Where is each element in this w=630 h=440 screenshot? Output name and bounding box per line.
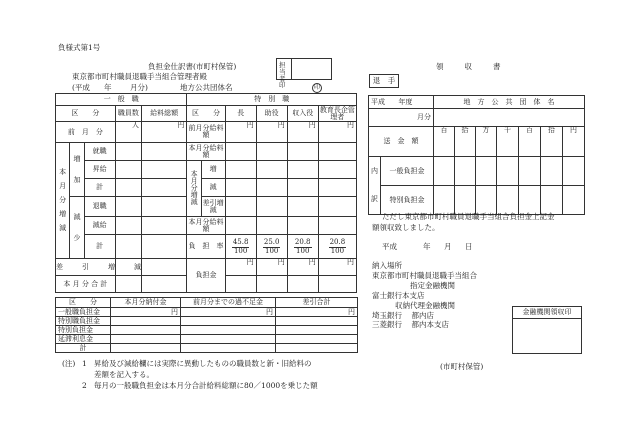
receipt-month: 月分 xyxy=(369,109,434,127)
rate-label: 負 担 率 xyxy=(187,235,225,259)
receipt-text-2: 額領収致しました。 xyxy=(372,223,440,232)
designated-bank-label: 指定金融機関 xyxy=(410,281,455,290)
fee-mayor: 円 xyxy=(225,259,256,276)
row-retire: 退職 xyxy=(84,197,115,217)
futankin-label: 負担金 xyxy=(187,259,225,293)
payee-label: 納入場所 xyxy=(372,261,402,270)
row-up-total: 計 xyxy=(84,179,115,197)
bottom-row-sum: 計 xyxy=(56,344,111,353)
note1-text: 昇給及び減給欄には実際に異動したものの職員数と新・旧給料の xyxy=(94,359,312,368)
education-prev: 円 xyxy=(318,122,356,143)
special-decrease: 減 xyxy=(201,179,225,197)
bottom-row-interest: 延滞利息金 xyxy=(56,335,111,344)
zouka-vertical: 増 加 xyxy=(70,143,84,197)
row-total: 本 月 分 合 計 xyxy=(56,276,116,293)
digit-sen: 千 xyxy=(497,127,519,157)
receipt-text-1: ただし東京都市町村職員退職手当組合負担金上記金 xyxy=(382,212,555,221)
special-fee-label: 特別負担金 xyxy=(381,186,434,215)
general-header: 一 般 職 xyxy=(56,94,187,106)
receipt-date-year: 年 xyxy=(423,242,431,251)
row-hire: 就職 xyxy=(84,143,115,161)
salary-prev-cell: 円 xyxy=(141,122,186,143)
honmonth-vertical: 本 月 分 増 減 xyxy=(56,143,70,259)
rate-education: $\frac{20.8}{100}$ xyxy=(318,235,356,259)
deputy-prev: 円 xyxy=(256,122,287,143)
receipt-nendo: 平成 年度 xyxy=(369,96,434,109)
col-deputy: 助役 xyxy=(256,106,287,122)
receipt-org-header: 地 方 公 共 団 体 名 xyxy=(434,96,585,109)
digit-juu-man: 拾 xyxy=(455,127,476,157)
digit-man: 万 xyxy=(476,127,497,157)
bottom-general-payment: 円 xyxy=(111,308,181,317)
receipt-date-heisei: 平成 xyxy=(382,242,397,251)
bottom-general-total: 円 xyxy=(276,308,358,317)
payment-summary-table xyxy=(55,297,358,353)
payee-name: 東京都市町村職員退職手当組合 xyxy=(372,271,477,280)
tantou-seal-box xyxy=(276,58,332,90)
bottom-col-prev: 前月分までの過不足金 xyxy=(181,298,276,308)
special-increase: 増 xyxy=(201,161,225,179)
receipt-date-month: 月 xyxy=(444,242,452,251)
special-this-salary: 本月分給料額 xyxy=(188,217,224,233)
note1-num: 1 xyxy=(82,359,87,368)
bottom-general-prev: 円 xyxy=(181,308,276,317)
special-header: 特 別 職 xyxy=(187,94,357,106)
col-treasurer: 収入役 xyxy=(287,106,318,122)
year-unit: 年 xyxy=(104,83,112,92)
row-down-total: 計 xyxy=(84,235,115,259)
special-sabiki: 差引増減 xyxy=(201,197,225,217)
receipt-org-name[interactable] xyxy=(434,109,585,127)
col-salary: 給料総額 xyxy=(141,106,186,122)
fee-education: 円 xyxy=(318,259,356,276)
row-sabiki: 差 引 増 減 xyxy=(56,259,116,276)
special-honmonth-vertical: 本 月 分 増 減 xyxy=(187,161,201,217)
digit-yen: 円 xyxy=(563,127,585,157)
taishu-box: 退 手 xyxy=(369,74,399,88)
row-raise: 昇給 xyxy=(84,161,115,179)
designated-bank: 富士銀行本支店 xyxy=(372,291,425,300)
receipt-date-day: 日 xyxy=(465,242,473,251)
bottom-row-general: 一般職負担金 xyxy=(56,308,111,317)
note1-text-cont: 差額を記入する。 xyxy=(94,370,154,379)
digit-hyaku: 百 xyxy=(519,127,541,157)
seal-mark: 印 xyxy=(313,84,320,91)
bottom-col-kubun: 区 分 xyxy=(56,298,111,308)
left-title: 負担金仕訳書(市町村保管) xyxy=(148,62,237,71)
agency-bank-label: 収納代理金融機関 xyxy=(395,301,455,310)
bottom-row-extra: 特別負担金 xyxy=(56,326,111,335)
general-fee-label: 一般負担金 xyxy=(381,157,434,186)
uchiwake-vertical: 内 訳 xyxy=(369,157,381,215)
fee-treasurer: 円 xyxy=(287,259,318,276)
mayor-prev: 円 xyxy=(225,122,256,143)
agency-bank-1: 埼玉銀行 都内店 xyxy=(372,311,435,320)
org-name-label: 地方公共団体名 xyxy=(180,83,233,92)
col-kubun: 区 分 xyxy=(56,106,116,122)
note-label: (注) xyxy=(62,359,76,368)
rate-deputy: $\frac{25.0}{100}$ xyxy=(256,235,287,259)
bottom-col-total: 差引合計 xyxy=(276,298,358,308)
burden-breakdown-table xyxy=(55,93,357,293)
genshou-vertical: 減 少 xyxy=(70,197,84,259)
rate-mayor: $\frac{45.8}{100}$ xyxy=(225,235,256,259)
special-prev-label: 前月分給料額 xyxy=(187,122,225,143)
addressee: 東京都市町村職員退職手当組合管理者殿 xyxy=(72,72,207,81)
receipt-footer: (市町村保管) xyxy=(440,362,484,371)
col-mayor: 長 xyxy=(225,106,256,122)
bank-stamp-label: 金融機関領収印 xyxy=(513,307,581,319)
digit-hyaku-man: 百 xyxy=(434,127,455,157)
row-prev-month: 前 月 分 xyxy=(56,122,116,143)
note2-num: 2 xyxy=(82,381,87,390)
bank-stamp-box xyxy=(512,306,582,354)
col-education: 教育長企管理者 xyxy=(319,105,355,121)
digit-juu: 拾 xyxy=(541,127,563,157)
form-number: 負様式第1号 xyxy=(58,43,101,52)
receipt-table xyxy=(368,95,585,215)
remit-amount-label: 送 金 額 xyxy=(369,127,434,157)
staff-prev-cell: 人 xyxy=(115,122,141,143)
tantou-label: 担当者印 xyxy=(279,61,286,90)
treasurer-prev: 円 xyxy=(287,122,318,143)
month-unit: 月分) xyxy=(130,83,148,92)
receipt-title: 領 収 書 xyxy=(436,62,503,71)
bottom-col-payment: 本月分納付金 xyxy=(111,298,181,308)
col-special-kubun: 区 分 xyxy=(187,106,225,122)
row-reduce: 減給 xyxy=(84,217,115,235)
date-prefix: (平成 xyxy=(72,83,90,92)
rate-treasurer: $\frac{20.8}{100}$ xyxy=(287,235,318,259)
col-staff: 職員数 xyxy=(115,106,141,122)
note2-text: 毎月の一般職負担金は本月分合計給料総額に80／1000を乗じた額 xyxy=(94,381,318,390)
special-this-label: 本月分給料額 xyxy=(188,143,224,159)
bottom-row-special: 特別職負担金 xyxy=(56,317,111,326)
fee-deputy: 円 xyxy=(256,259,287,276)
agency-bank-2: 三菱銀行 都内本支店 xyxy=(372,320,450,329)
